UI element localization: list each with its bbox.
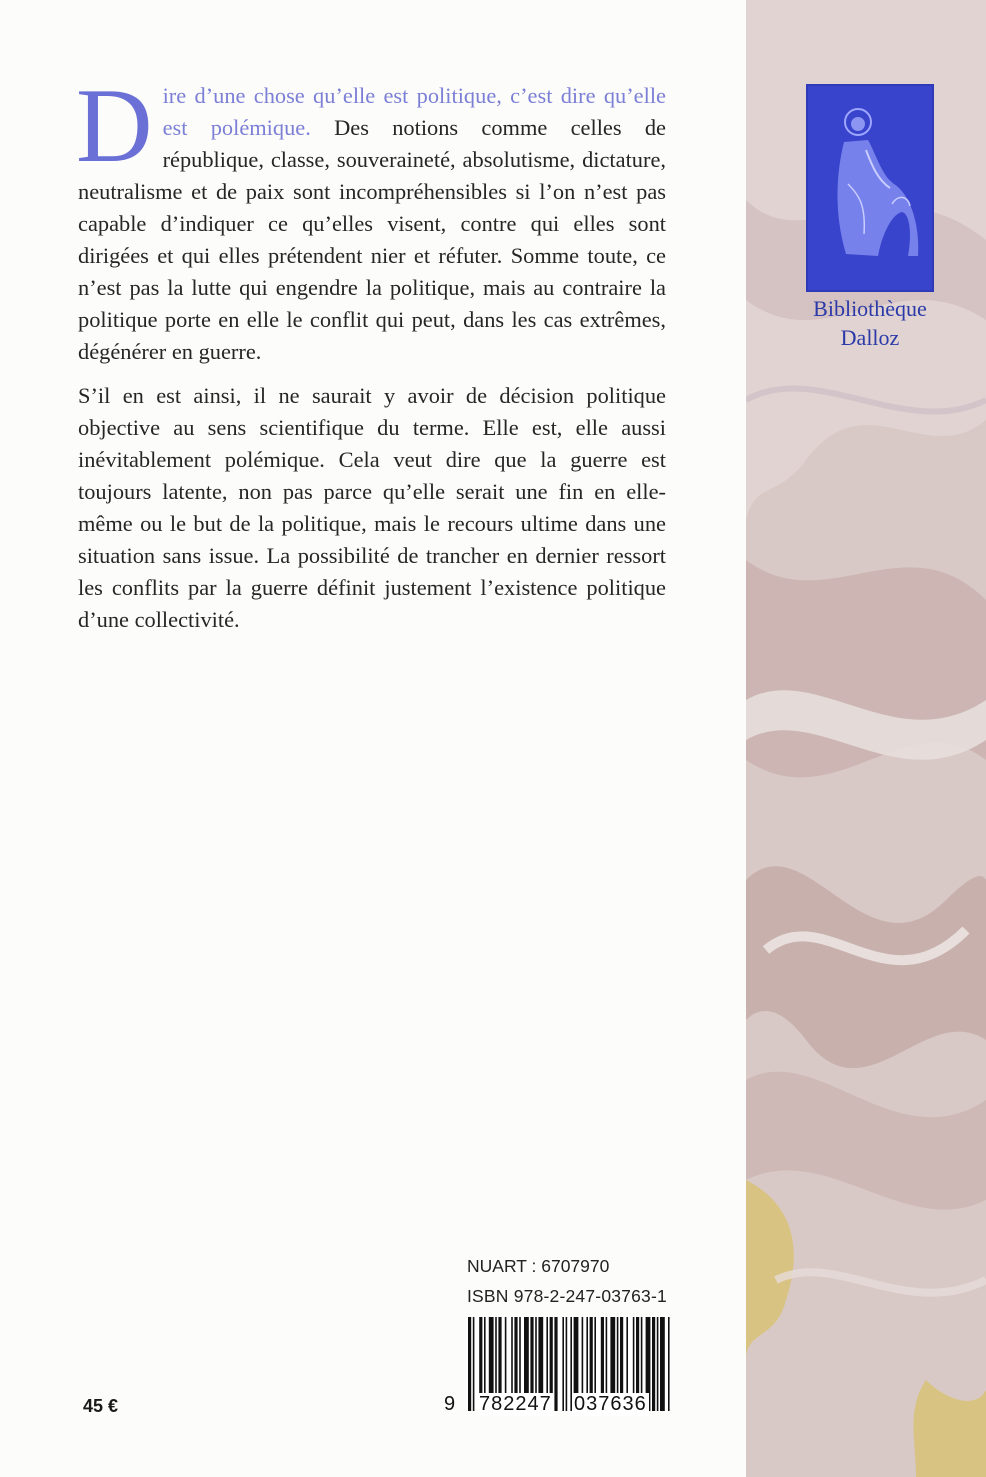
barcode-bar (652, 1317, 655, 1411)
barcode-bar (657, 1317, 659, 1411)
quote-paragraph-1 (76, 67, 666, 368)
barcode-bar (554, 1317, 557, 1411)
publisher-logo-badge (806, 84, 934, 292)
price-label: 45 € (83, 1396, 119, 1416)
isbn-code: ISBN 978-2-247-03763-1 (467, 1286, 667, 1306)
quote-paragraph-2: S’il en est ainsi, il ne saurait y avoir de décision politique objective au sens scientifique du terme. Elle est, elle aussi inévitablement polémique. Cela veut dire que la guerre est toujours latente, non pas parce qu’elle serait une fin en elle-même ou le but de la politique, mais le recours ultime dans une situation sans issue. La possibilité de trancher en dernier ressort les conflits par la guerre définit justement l’existence politique d’une collectivité. (78, 383, 666, 632)
barcode-lead-digit: 9 (444, 1393, 457, 1415)
quote-lead-phrase: ire d’une chose qu’elle est politique, c’est dire qu’elle est polémique. (162, 83, 666, 140)
barcode-bar (668, 1317, 670, 1411)
quote-paragraph-1-body: Des notions comme celles de république, classe, souveraineté, absolutisme, dictature, neutralisme et de paix sont incompréhensibles si l’on n’est pas capable d’indiquer ce qu’elles visent, contre qui elles sont dirigées et qui elles prétendent nier et réfuter. Somme toute, ce n’est pas la lutte qui engendre la politique, mais au contraire la politique porte en elle le conflit qui peut, dans les cas extrêmes, dégénérer en guerre. (78, 115, 666, 364)
barcode-bar (473, 1317, 475, 1411)
nuart-code: NUART : 6707970 (467, 1256, 610, 1276)
quote-text (76, 67, 666, 636)
barcode-digit-group-2: 037636 (574, 1393, 647, 1415)
saint-figure-illustration (806, 84, 934, 292)
barcode-bar (468, 1317, 471, 1411)
barcode-bar (562, 1317, 564, 1411)
drop-cap: D (76, 67, 153, 184)
barcode-bar (660, 1317, 665, 1411)
publisher-line-1: Bibliothèque (813, 296, 927, 321)
publisher-name (790, 294, 950, 352)
publisher-line-2: Dalloz (840, 325, 900, 350)
barcode-bar (566, 1317, 568, 1411)
barcode-digit-group-1: 782247 (479, 1393, 552, 1415)
